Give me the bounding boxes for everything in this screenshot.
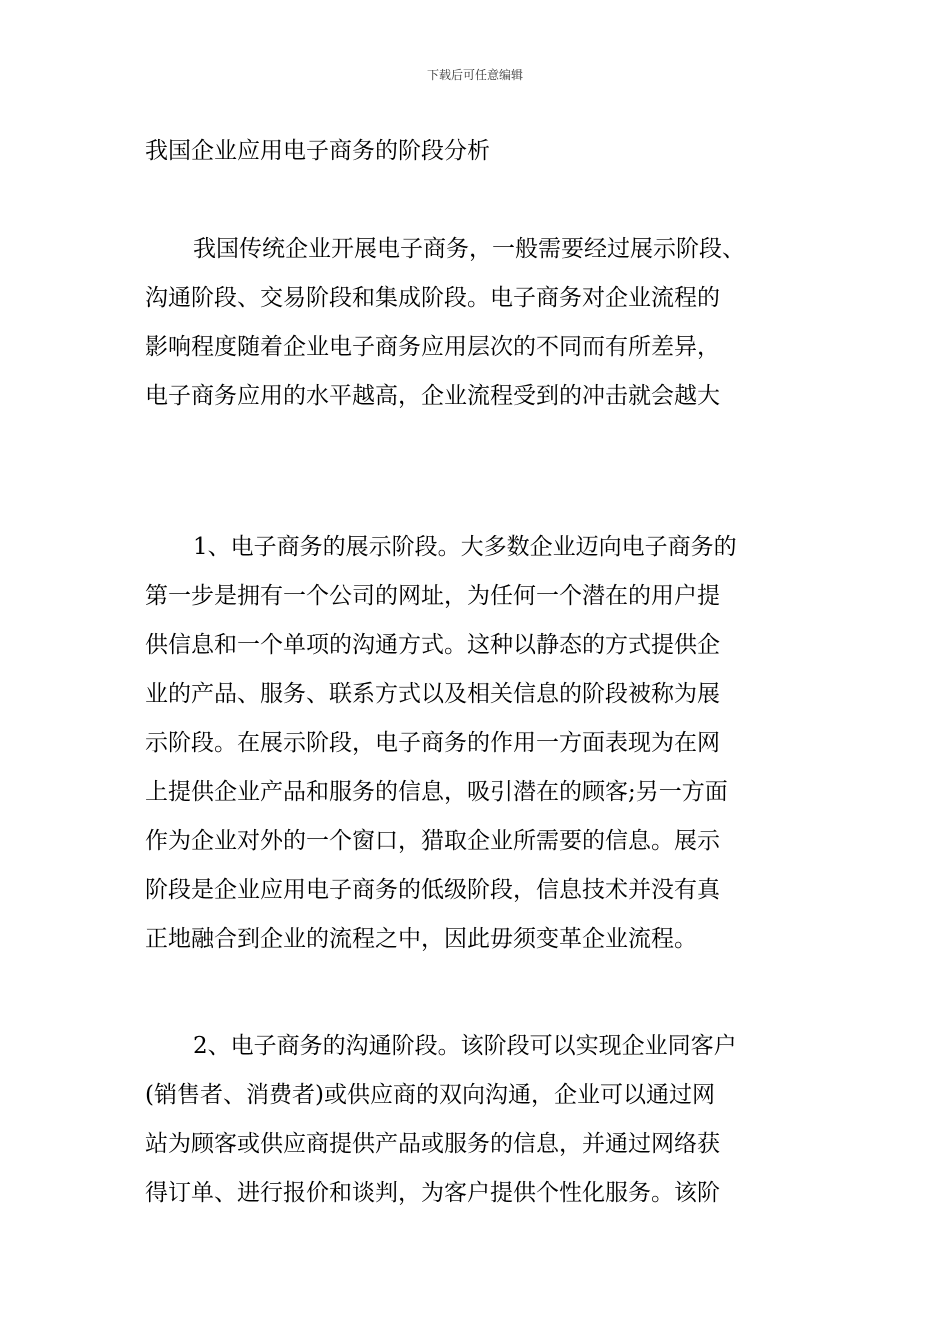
paragraph-intro [145,225,745,421]
paragraph-line: 站为顾客或供应商提供产品或服务的信息，并通过网络获 [145,1131,720,1157]
paragraph-communication-stage [145,1022,737,1218]
paragraph-line: 业的产品、服务、联系方式以及相关信息的阶段被称为展 [145,681,720,707]
paragraph-line: 上提供企业产品和服务的信息，吸引潜在的顾客;另一方面 [145,779,728,805]
paragraph-line: (销售者、消费者)或供应商的双向沟通，企业可以通过网 [145,1082,715,1108]
paragraph-line: 影响程度随着企业电子商务应用层次的不同而有所差异， [145,334,720,360]
paragraph-line: 沟通阶段、交易阶段和集成阶段。电子商务对企业流程的 [145,285,720,311]
paragraph-line: 2、电子商务的沟通阶段。该阶段可以实现企业同客户 [193,1033,737,1059]
document-title: 我国企业应用电子商务的阶段分析 [145,138,490,164]
paragraph-display-stage [145,523,737,964]
paragraph-line: 第一步是拥有一个公司的网址，为任何一个潜在的用户提 [145,583,720,609]
paragraph-line: 示阶段。在展示阶段，电子商务的作用一方面表现为在网 [145,730,720,756]
page-header-note: 下载后可任意编辑 [426,68,523,82]
paragraph-line: 1、电子商务的展示阶段。大多数企业迈向电子商务的 [193,534,737,560]
paragraph-line: 得订单、进行报价和谈判，为客户提供个性化服务。该阶 [145,1180,720,1206]
paragraph-line: 电子商务应用的水平越高，企业流程受到的冲击就会越大 [145,383,720,409]
paragraph-line: 正地融合到企业的流程之中，因此毋须变革企业流程。 [145,926,697,952]
paragraph-line: 供信息和一个单项的沟通方式。这种以静态的方式提供企 [145,632,720,658]
paragraph-line: 我国传统企业开展电子商务，一般需要经过展示阶段、 [193,236,745,262]
paragraph-line: 作为企业对外的一个窗口，猎取企业所需要的信息。展示 [145,828,720,854]
paragraph-line: 阶段是企业应用电子商务的低级阶段，信息技术并没有真 [145,877,720,903]
